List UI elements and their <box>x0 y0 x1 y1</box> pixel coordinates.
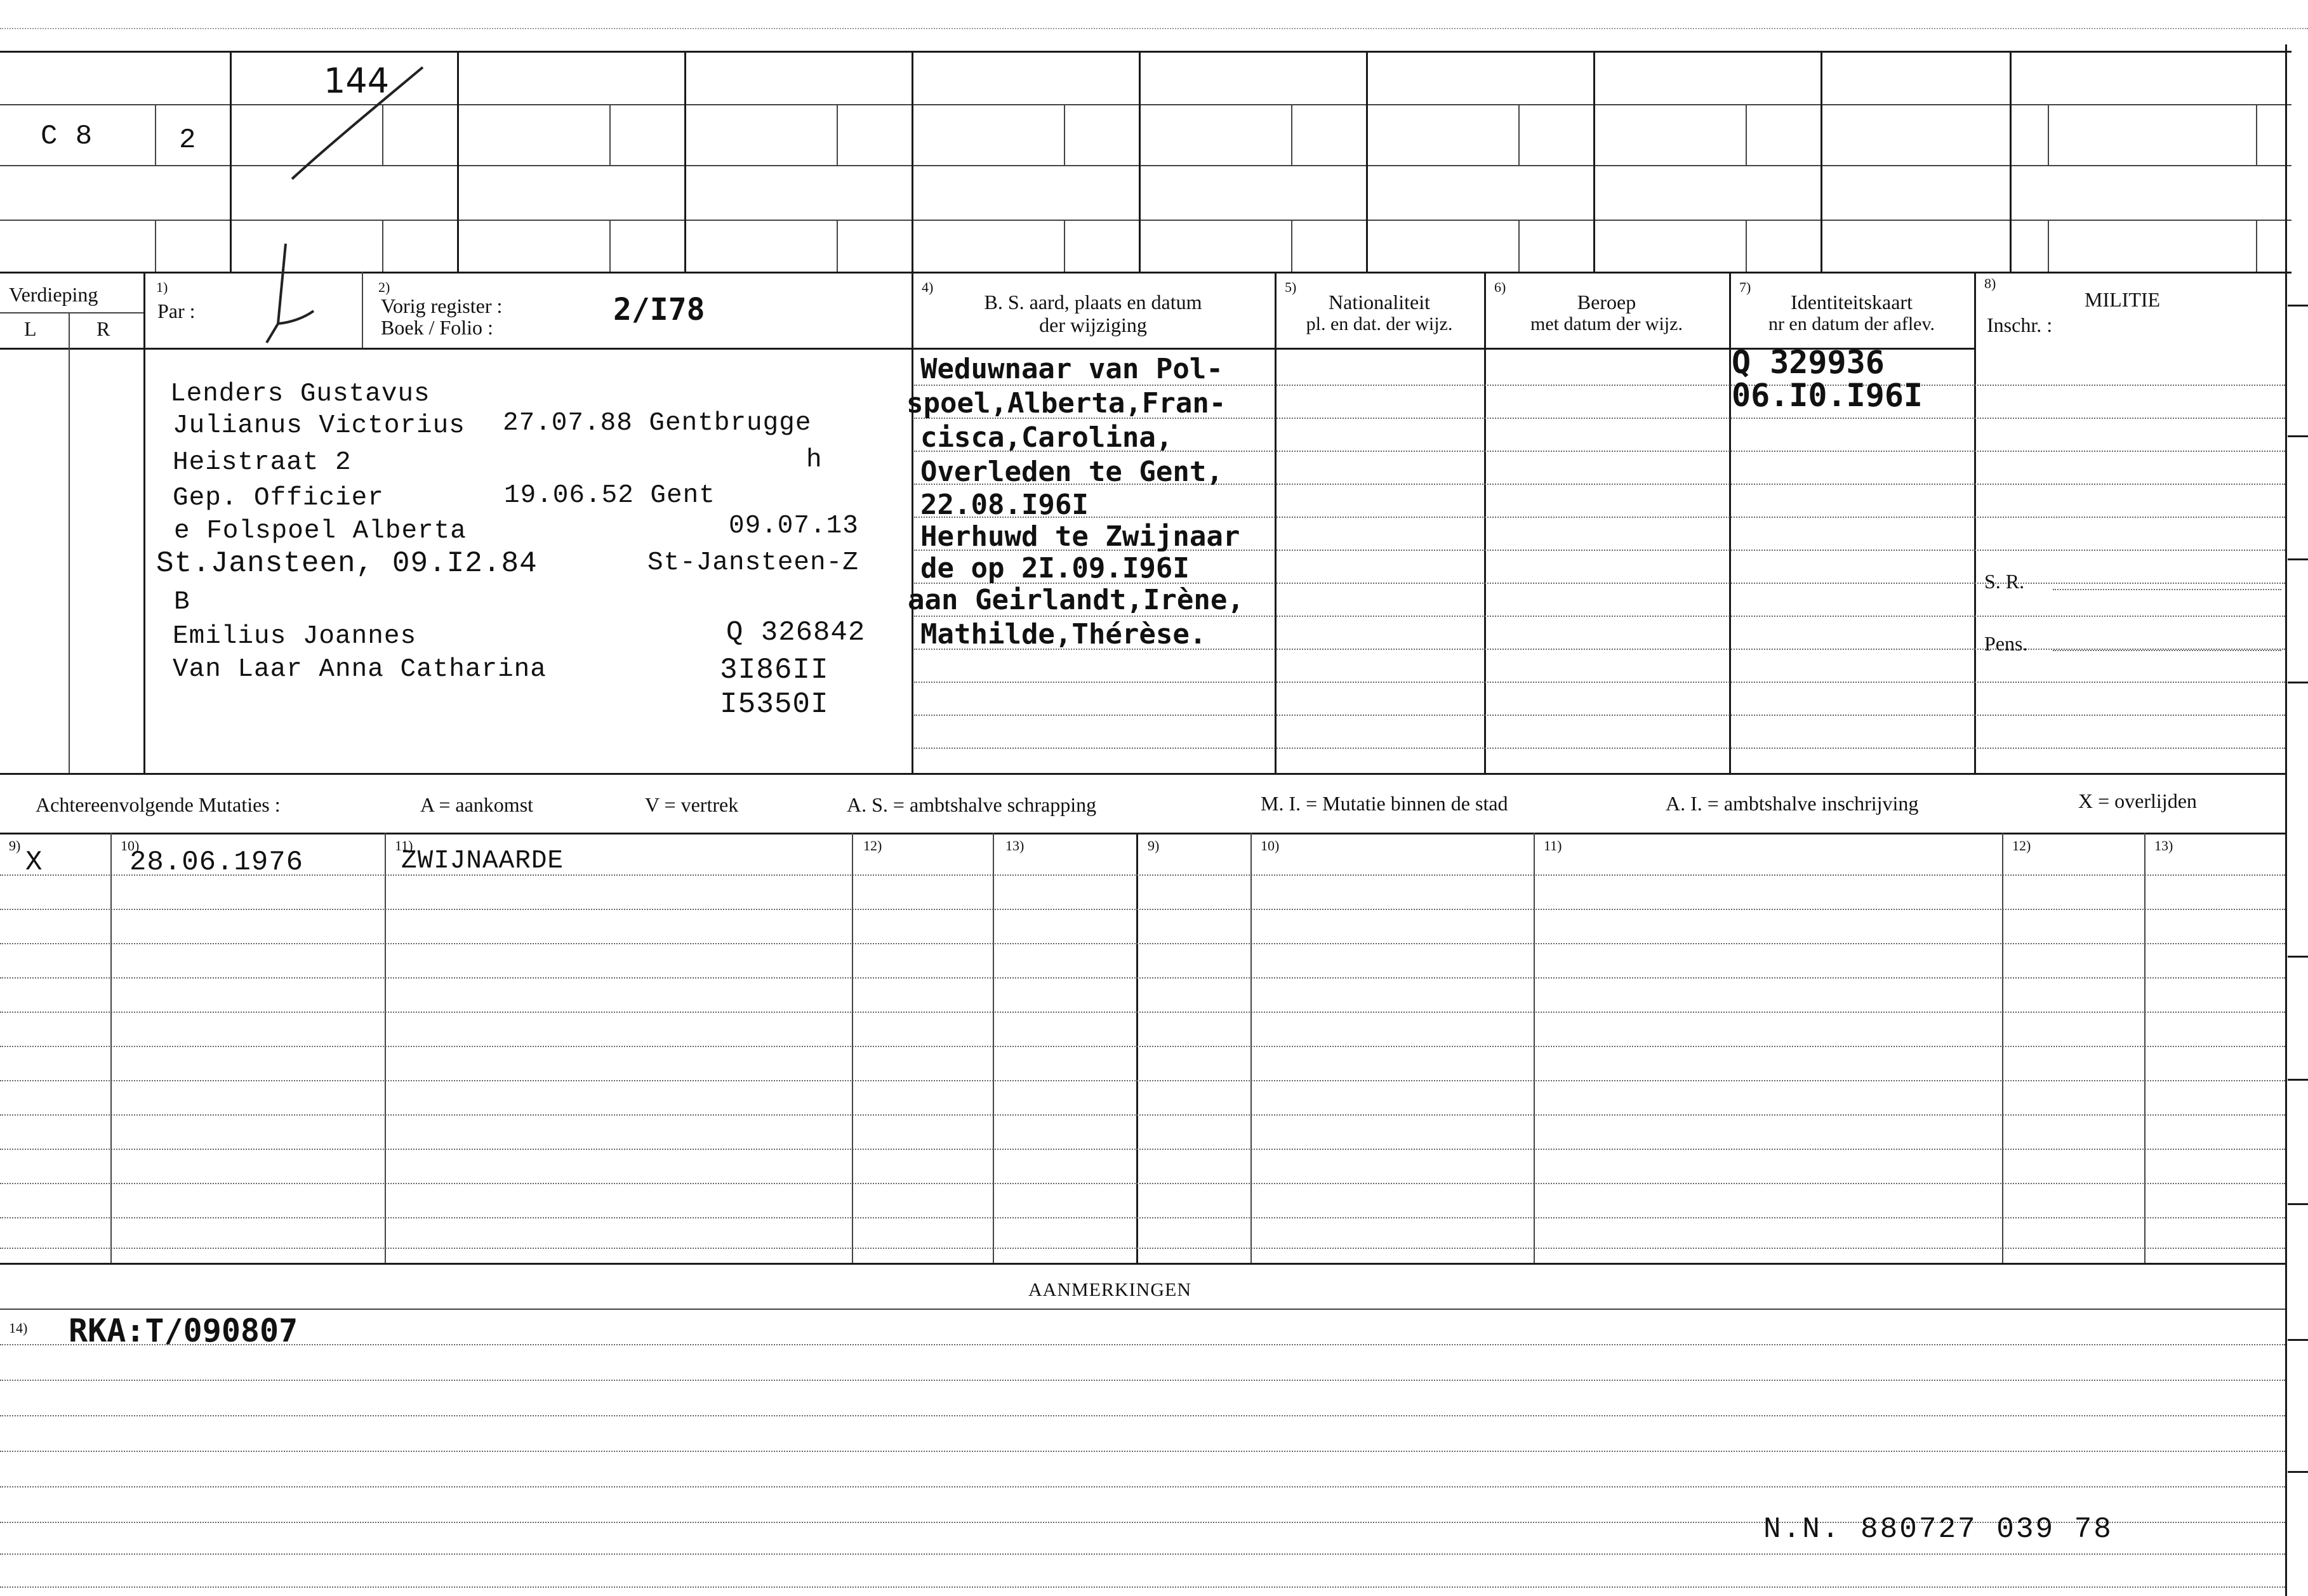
bs-entry: 22.08.I96I <box>920 489 1089 521</box>
mutation-date: 28.06.1976 <box>129 847 304 878</box>
nationaliteit-line1: Nationaliteit <box>1329 291 1430 313</box>
boek-folio-label: Boek / Folio : <box>381 316 493 339</box>
person-address: Heistraat 2 <box>173 448 352 477</box>
mutation-code: X <box>25 847 43 878</box>
bs-entry: cisca,Carolina, <box>920 421 1173 454</box>
col-number: 13) <box>1005 838 1025 854</box>
person-mark-b: B <box>174 588 190 617</box>
nationaliteit-line2: pl. en dat. der wijz. <box>1306 313 1453 334</box>
person-address-mark: h <box>806 445 823 475</box>
remarks-title: AANMERKINGEN <box>1028 1279 1191 1300</box>
mother-name: Van Laar Anna Catharina <box>173 655 547 684</box>
bs-entry: Mathilde,Thérèse. <box>920 618 1207 650</box>
field-number-14: 14) <box>9 1320 28 1336</box>
father-name: Emilius Joannes <box>173 622 417 651</box>
legend-ambtshalve-inschrijving: A. I. = ambtshalve inschrijving <box>1666 792 1919 815</box>
spouse-birth-place: St-Jansteen-Z <box>647 548 859 577</box>
bs-header-line2: der wijziging <box>1039 313 1147 336</box>
vorig-register-label: Vorig register : <box>381 294 503 317</box>
col-l-label: L <box>24 317 37 340</box>
mutation-place: ZWIJNAARDE <box>401 847 564 876</box>
person-occupation-date: 19.06.52 Gent <box>504 481 715 510</box>
bs-entry: aan Geirlandt,Irène, <box>908 584 1244 616</box>
person-name: Lenders Gustavus <box>170 379 430 409</box>
person-occupation: Gep. Officier <box>173 484 384 513</box>
col-r-label: R <box>96 317 110 340</box>
col-number: 10) <box>1261 838 1280 854</box>
identiteitskaart-line2: nr en datum der aflev. <box>1768 313 1935 334</box>
col-number: 12) <box>863 838 882 854</box>
verdieping-label: Verdieping <box>9 283 98 306</box>
field-number-1: 1) <box>156 279 168 295</box>
militie-label: MILITIE <box>2085 288 2161 311</box>
col-number: 9) <box>9 838 21 854</box>
field-number-8: 8) <box>1984 275 1996 291</box>
person-id-number: Q 326842 <box>726 617 866 649</box>
col-number: 11) <box>1544 838 1562 854</box>
register-value: 2/I78 <box>613 292 705 327</box>
person-code-2: I5350I <box>720 688 829 721</box>
pens-label: Pens. <box>1984 632 2028 655</box>
person-given-names: Julianus Victorius <box>173 411 465 440</box>
spouse-death: St.Jansteen, 09.I2.84 <box>156 547 538 580</box>
national-number: N.N. 880727 039 78 <box>1763 1513 2113 1546</box>
identiteitskaart-line1: Identiteitskaart <box>1791 291 1913 313</box>
handwritten-number: 144 <box>324 61 390 101</box>
legend-overlijden: X = overlijden <box>2078 789 2197 812</box>
inschr-label: Inschr. : <box>1987 313 2053 336</box>
spouse-birth-date: 09.07.13 <box>729 511 859 541</box>
field-number-6: 6) <box>1494 279 1506 295</box>
identity-card-date: 06.I0.I96I <box>1732 377 1923 414</box>
bs-entry: de op 2I.09.I96I <box>920 552 1190 584</box>
col-number: 11) <box>395 838 413 854</box>
person-birth: 27.07.88 Gentbrugge <box>503 409 812 438</box>
person-code-1: 3I86II <box>720 654 829 687</box>
bs-entry: Weduwnaar van Pol- <box>920 353 1223 385</box>
identity-card-number: Q 329936 <box>1732 344 1885 381</box>
par-handwritten-mark <box>248 241 336 349</box>
bs-header-line1: B. S. aard, plaats en datum <box>984 291 1202 313</box>
col-number: 12) <box>2012 838 2031 854</box>
beroep-line1: Beroep <box>1577 291 1636 313</box>
field-number-4: 4) <box>922 279 934 295</box>
legend-ambtshalve-schrapping: A. S. = ambtshalve schrapping <box>847 793 1097 816</box>
remark-rka: RKA:T/090807 <box>69 1312 298 1349</box>
bs-entry: spoel,Alberta,Fran- <box>906 387 1226 419</box>
spouse-name: e Folspoel Alberta <box>174 517 467 546</box>
field-number-2: 2) <box>378 279 390 295</box>
bs-entry: Overleden te Gent, <box>920 456 1223 488</box>
field-number-5: 5) <box>1285 279 1297 295</box>
legend-vertrek: V = vertrek <box>645 793 739 816</box>
col-number: 9) <box>1148 838 1160 854</box>
sr-label: S. R. <box>1984 570 2025 593</box>
beroep-line2: met datum der wijz. <box>1530 313 1683 334</box>
legend-mutatie-binnen-stad: M. I. = Mutatie binnen de stad <box>1261 792 1508 815</box>
bs-entry: Herhuwd te Zwijnaar <box>920 520 1240 553</box>
field-number-7: 7) <box>1739 279 1751 295</box>
legend-title: Achtereenvolgende Mutaties : <box>36 793 281 816</box>
col-number: 13) <box>2154 838 2173 854</box>
legend-aankomst: A = aankomst <box>420 793 534 816</box>
par-label: Par : <box>157 300 196 322</box>
col-number: 10) <box>121 838 140 854</box>
cell-2: 2 <box>179 124 197 156</box>
cell-c8: C 8 <box>41 121 93 152</box>
handwritten-stroke <box>279 61 432 188</box>
